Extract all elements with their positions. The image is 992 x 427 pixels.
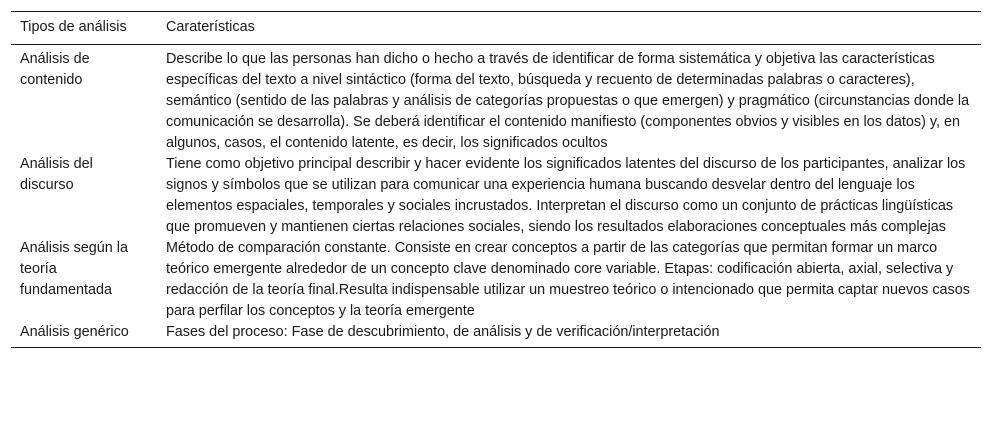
table-row xyxy=(11,238,981,322)
cell-characteristics: Fases del proceso: Fase de descubrimiento, de análisis y de verificación/interpretación xyxy=(166,324,720,340)
table-row xyxy=(11,154,981,238)
analysis-types-table xyxy=(11,11,981,348)
cell-analysis-type: Análisis según la teoría fundamentada xyxy=(20,240,128,298)
cell-analysis-type: Análisis de contenido xyxy=(20,51,90,88)
cell-characteristics: Tiene como objetivo principal describir y hacer evidente los significados latentes del discurso de los participantes, analizar los signos y símbolos que se utilizan para comunicar una experiencia humana buscando desvelar dentro del lenguaje los elementos espaciales, temporales y sociales incrustados. Interpretan el discurso como un conjunto de prácticas lingüísticas que promueven y mantienen ciertas relaciones sociales, siendo los resultados elaboraciones conceptuales más complejas xyxy=(166,156,966,235)
analysis-types-table-container xyxy=(11,11,981,348)
cell-characteristics: Método de comparación constante. Consiste en crear conceptos a partir de las categorías que permitan formar un marco teórico emergente alrededor de un concepto clave denominado core variable. Etapas: codificación abierta, axial, selectiva y redacción de la teoría final.Resulta indispensable utilizar un muestreo teórico o intencionado que permita captar nuevos casos para perfilar los conceptos y la teoría emergente xyxy=(166,240,970,319)
header-characteristics: Caraterísticas xyxy=(166,19,255,35)
table-row xyxy=(11,322,981,348)
table-row xyxy=(11,45,981,155)
cell-analysis-type: Análisis del discurso xyxy=(20,156,93,193)
table-header-row xyxy=(11,12,981,45)
cell-analysis-type: Análisis genérico xyxy=(20,324,129,340)
header-analysis-type: Tipos de análisis xyxy=(20,19,127,35)
cell-characteristics: Describe lo que las personas han dicho o hecho a través de identificar de forma sistemática y objetiva las características específicas del texto a nivel sintáctico (forma del texto, búsqueda y recuento de determinadas palabras o caracteres), semántico (sentido de las palabras y análisis de categorías propuestas o que emergen) y pragmático (circunstancias donde la comunicación se desarrolla). Se deberá identificar el contenido manifiesto (componentes obvios y visibles en los datos) y, en algunos, casos, el contenido latente, es decir, los significados ocultos xyxy=(166,51,970,151)
